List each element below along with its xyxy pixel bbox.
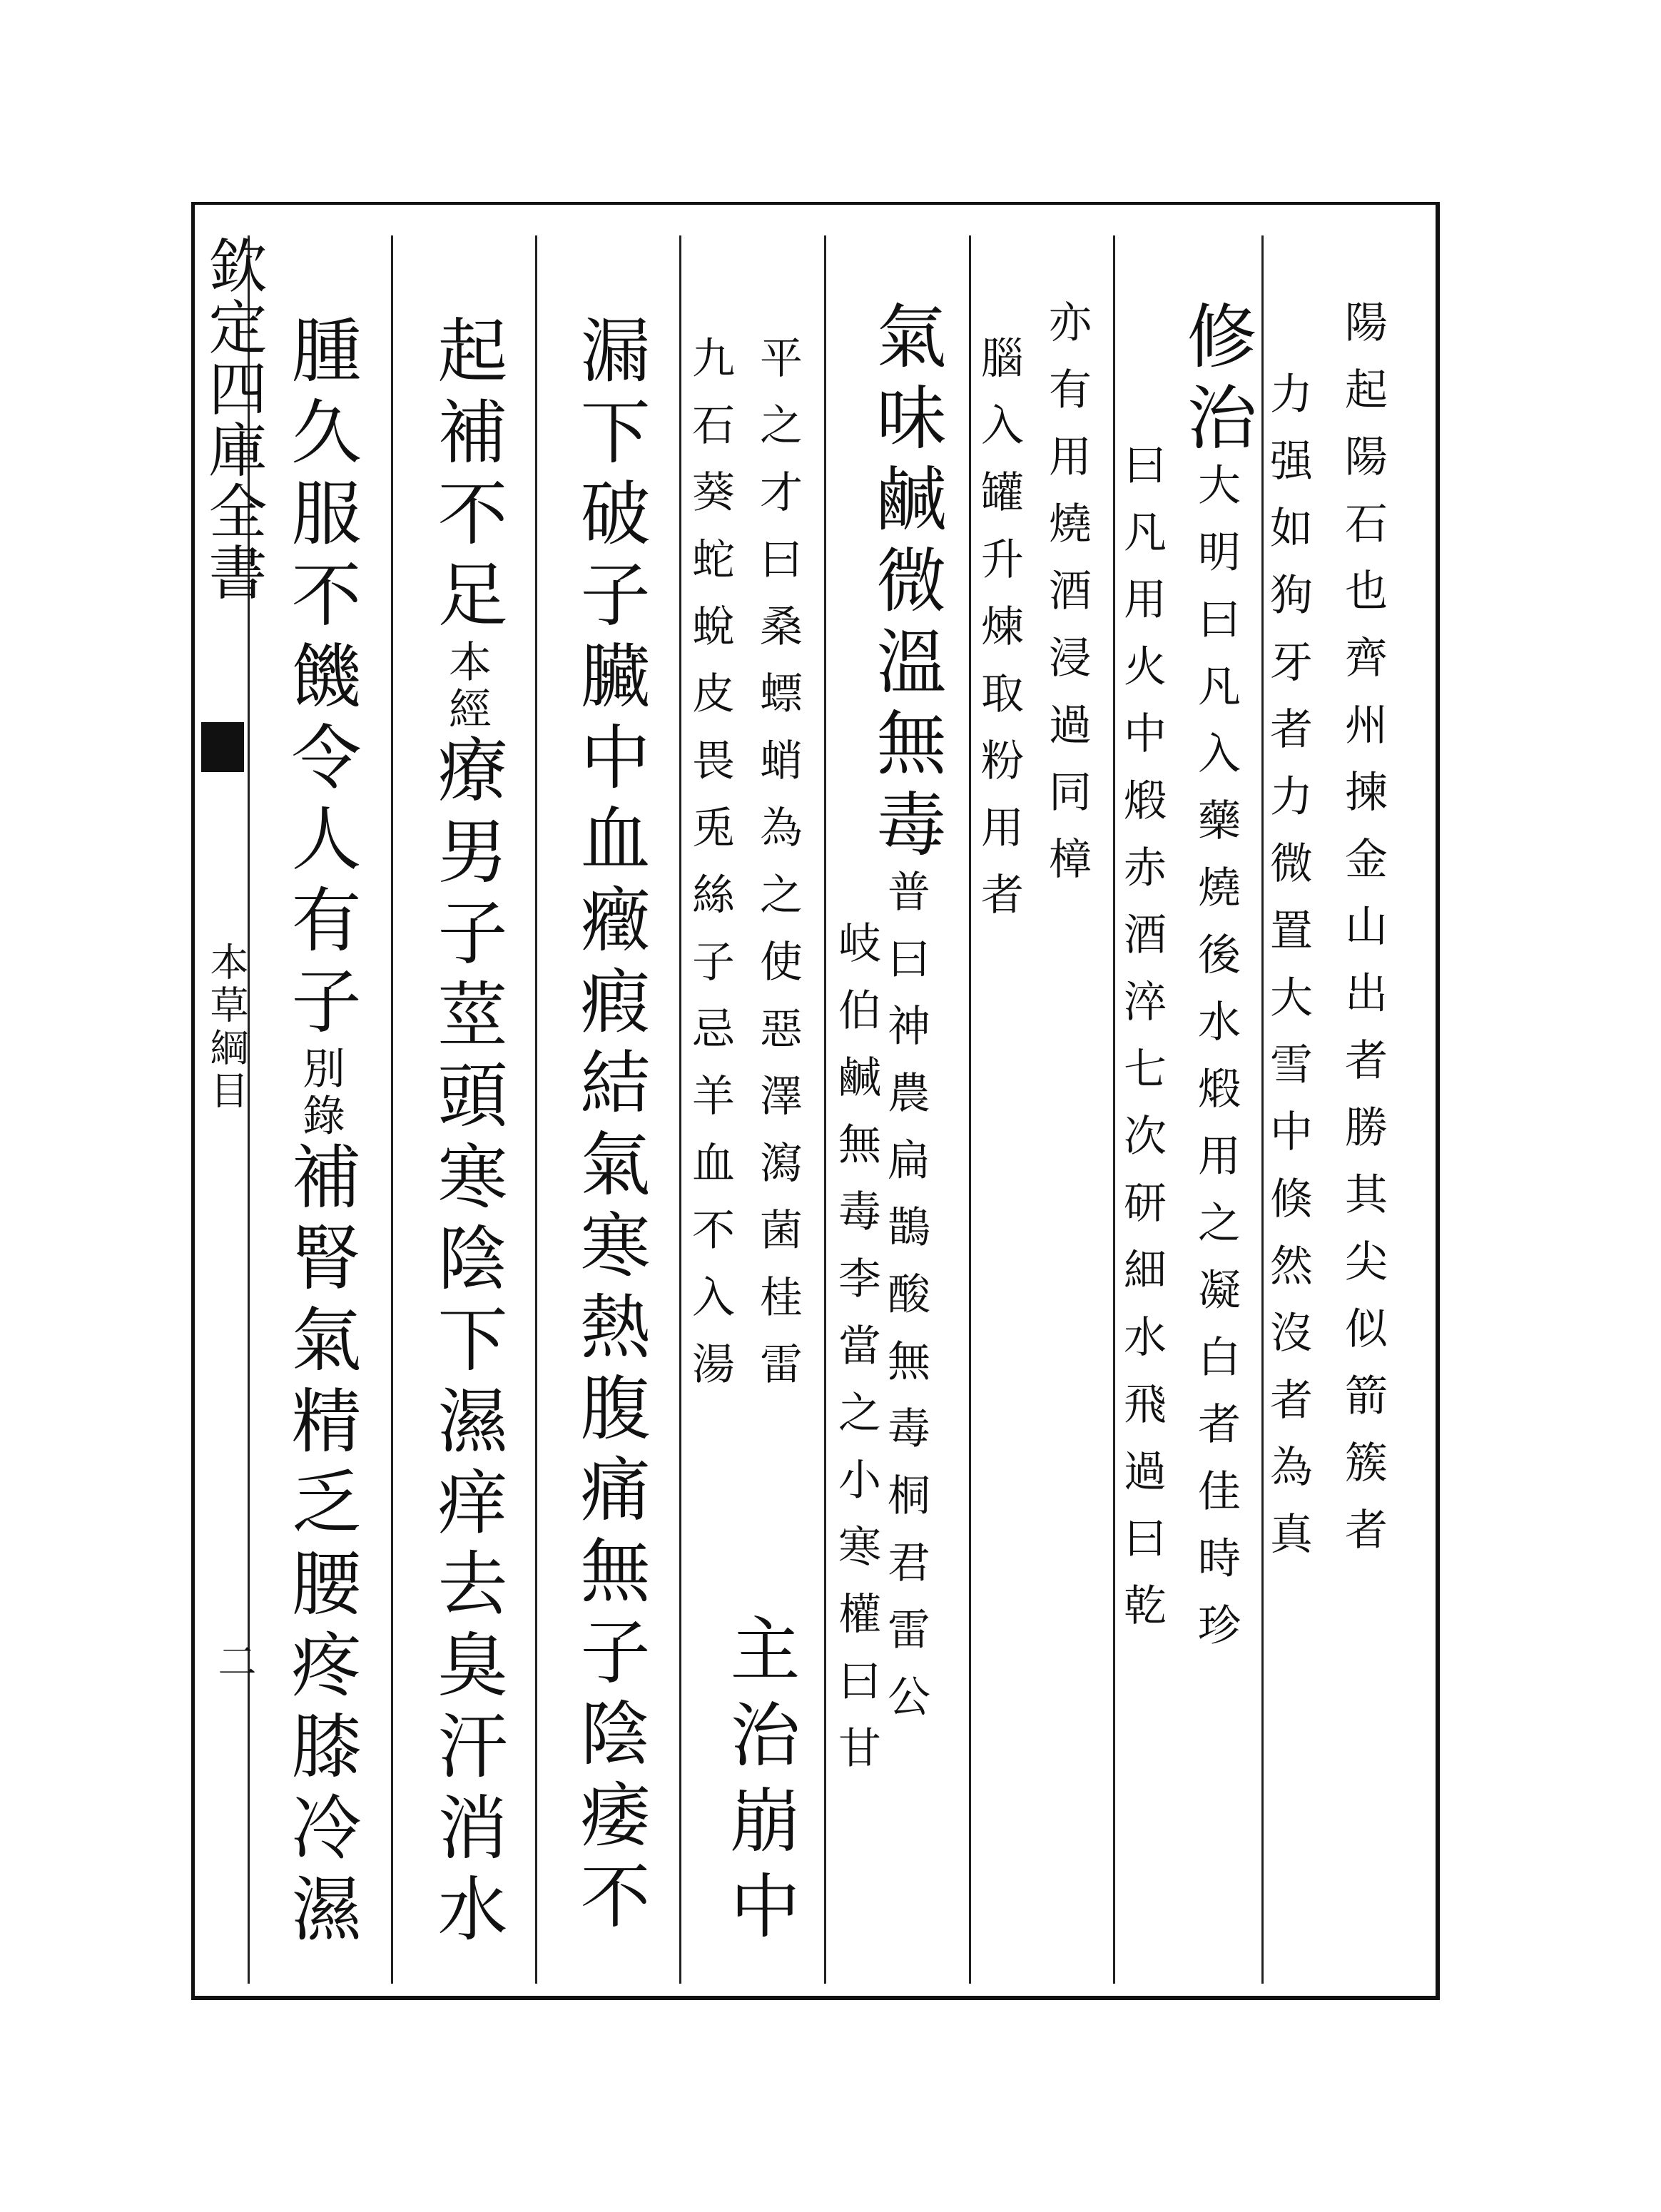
column-rule [969,235,971,1984]
main-text: 補腎氣精乏腰疼膝冷濕 [280,1140,361,1954]
section-heading: 修治 [1175,300,1256,462]
section-heading: 主治崩中 [718,1613,800,1955]
main-text: 療男子莖頭寒陰下濕痒去臭汗消水 [426,734,507,1954]
text-column: 陽起陽石也齊州揀金山出者勝其尖似箭簇者 [1338,300,1388,1574]
column-rule [679,235,681,1984]
fishtail-mark [201,722,244,772]
text-column: 岐伯鹹無毒李當之小寒權曰甘 [831,920,881,1792]
section-heading: 氣味鹹微溫無毒 [865,300,946,869]
main-text: 腫久服不饑令人有子 [280,314,361,1046]
text-column: 曰凡用火中煅赤酒淬七次研細水飛過曰乾 [1117,442,1167,1650]
text-column [280,314,361,1954]
source-note: 本經 [442,639,492,734]
main-text: 起補不足 [426,314,507,639]
text-column: 漏下破子臟中血癥瘕結氣寒熱腹痛無子陰痿不 [569,314,650,1941]
text-column: 平之才曰桑螵蛸為之使惡澤瀉菌桂雷 [753,335,803,1409]
text-column: 亦有用燒酒浸過同樟 [1042,300,1092,903]
text-column: 力强如狗牙者力微置大雪中倏然沒者為真 [1263,371,1313,1578]
page-frame [191,202,1440,2000]
text-column [1175,300,1256,1670]
text-column: 腦入罐升煉取粉用者 [974,335,1024,939]
folio-number: 二 [212,1641,257,1680]
column-rule [824,235,826,1984]
text-column [685,335,735,1409]
commentary-text: 普曰神農扁鵲酸無毒桐君雷公 [880,869,930,1741]
column-rule [391,235,393,1984]
source-note: 別錄 [295,1046,345,1140]
book-title: 欽定四庫全書 [199,235,267,604]
commentary-text: 大明曰凡入藥燒後水煅用之凝白者佳時珍 [1191,462,1241,1670]
text-column [426,314,507,1954]
column-rule [1113,235,1115,1984]
commentary-text: 九石葵蛇蛻皮畏兎絲子忌羊血不入湯 [685,335,735,1409]
section-name: 本草綱目 [204,942,249,1113]
column-rule [535,235,537,1984]
